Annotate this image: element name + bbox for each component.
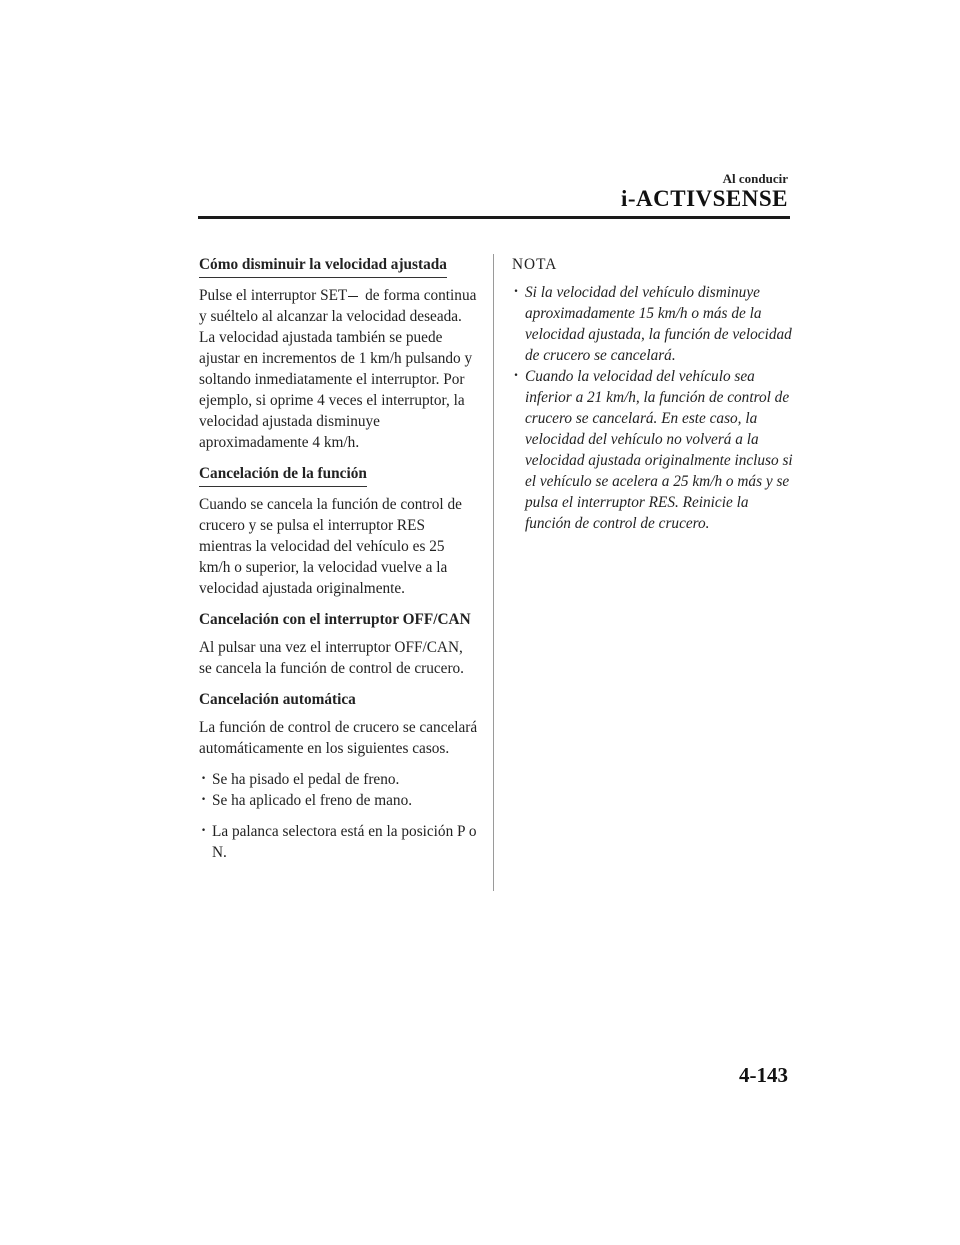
page-number: 4-143 (739, 1063, 788, 1087)
minus-icon (348, 296, 358, 298)
list-item: · Se ha aplicado el freno de mano. (212, 790, 479, 811)
right-column (512, 254, 797, 534)
note-item: · Cuando la velocidad del vehículo sea inferior a 21 km/h, la función de control de crucero se cancelará. En este caso, la velocidad del vehículo no volverá a la velocidad ajustada originalmente incluso si el vehículo se acelera a 25 km/h o más y se pulsa el interruptor RES. Reinicie la función de control de crucero. (525, 366, 797, 534)
paragraph-auto-cancel: La función de control de crucero se cancelará automáticamente en los siguientes casos. (199, 719, 478, 757)
auto-cancel-list-2 (199, 821, 479, 863)
list-item: · La palanca selectora está en la posición P o N. (212, 821, 479, 863)
heading-cancel-offcan: Cancelación con el interruptor OFF/CAN (199, 611, 471, 628)
chapter-title: Al conducir (722, 171, 788, 186)
paragraph-cancel-function: Cuando se cancela la función de control de crucero y se pulsa el interruptor RES mientras la velocidad del vehículo es 25 km/h o superior, la velocidad vuelve a la velocidad ajustada originalmente. (199, 496, 462, 597)
column-divider (493, 254, 494, 891)
heading-cancel-function: Cancelación de la función (199, 463, 367, 487)
note-list (512, 282, 797, 534)
note-label: NOTA (512, 256, 558, 273)
auto-cancel-list (199, 769, 479, 811)
heading-auto-cancel: Cancelación automática (199, 691, 356, 708)
paragraph-decrease-speed-end: de forma continua y suéltelo al alcanzar la velocidad deseada. (199, 287, 477, 325)
note-item: · Si la velocidad del vehículo disminuye aproximadamente 15 km/h o más de la velocidad ajustada, la función de velocidad de crucero se cancelará. (525, 282, 797, 366)
paragraph-decrease-speed-start: Pulse el interruptor SET (199, 287, 348, 304)
section-title: i-ACTIVSENSE (620, 186, 788, 211)
header-rule (198, 216, 790, 219)
heading-decrease-speed: Cómo disminuir la velocidad ajustada (199, 254, 447, 278)
paragraph-decrease-speed (199, 285, 479, 327)
list-item: · Se ha pisado el pedal de freno. (212, 769, 479, 790)
paragraph-increments: La velocidad ajustada también se puede ajustar en incrementos de 1 km/h pulsando y soltando inmediatamente el interruptor. Por ejemplo, si oprime 4 veces el interruptor, la velocidad ajustada disminuye aproximadamente 4 km/h. (199, 329, 473, 451)
left-column (199, 254, 479, 863)
paragraph-cancel-offcan: Al pulsar una vez el interruptor OFF/CAN, se cancela la función de control de crucero. (199, 639, 465, 677)
